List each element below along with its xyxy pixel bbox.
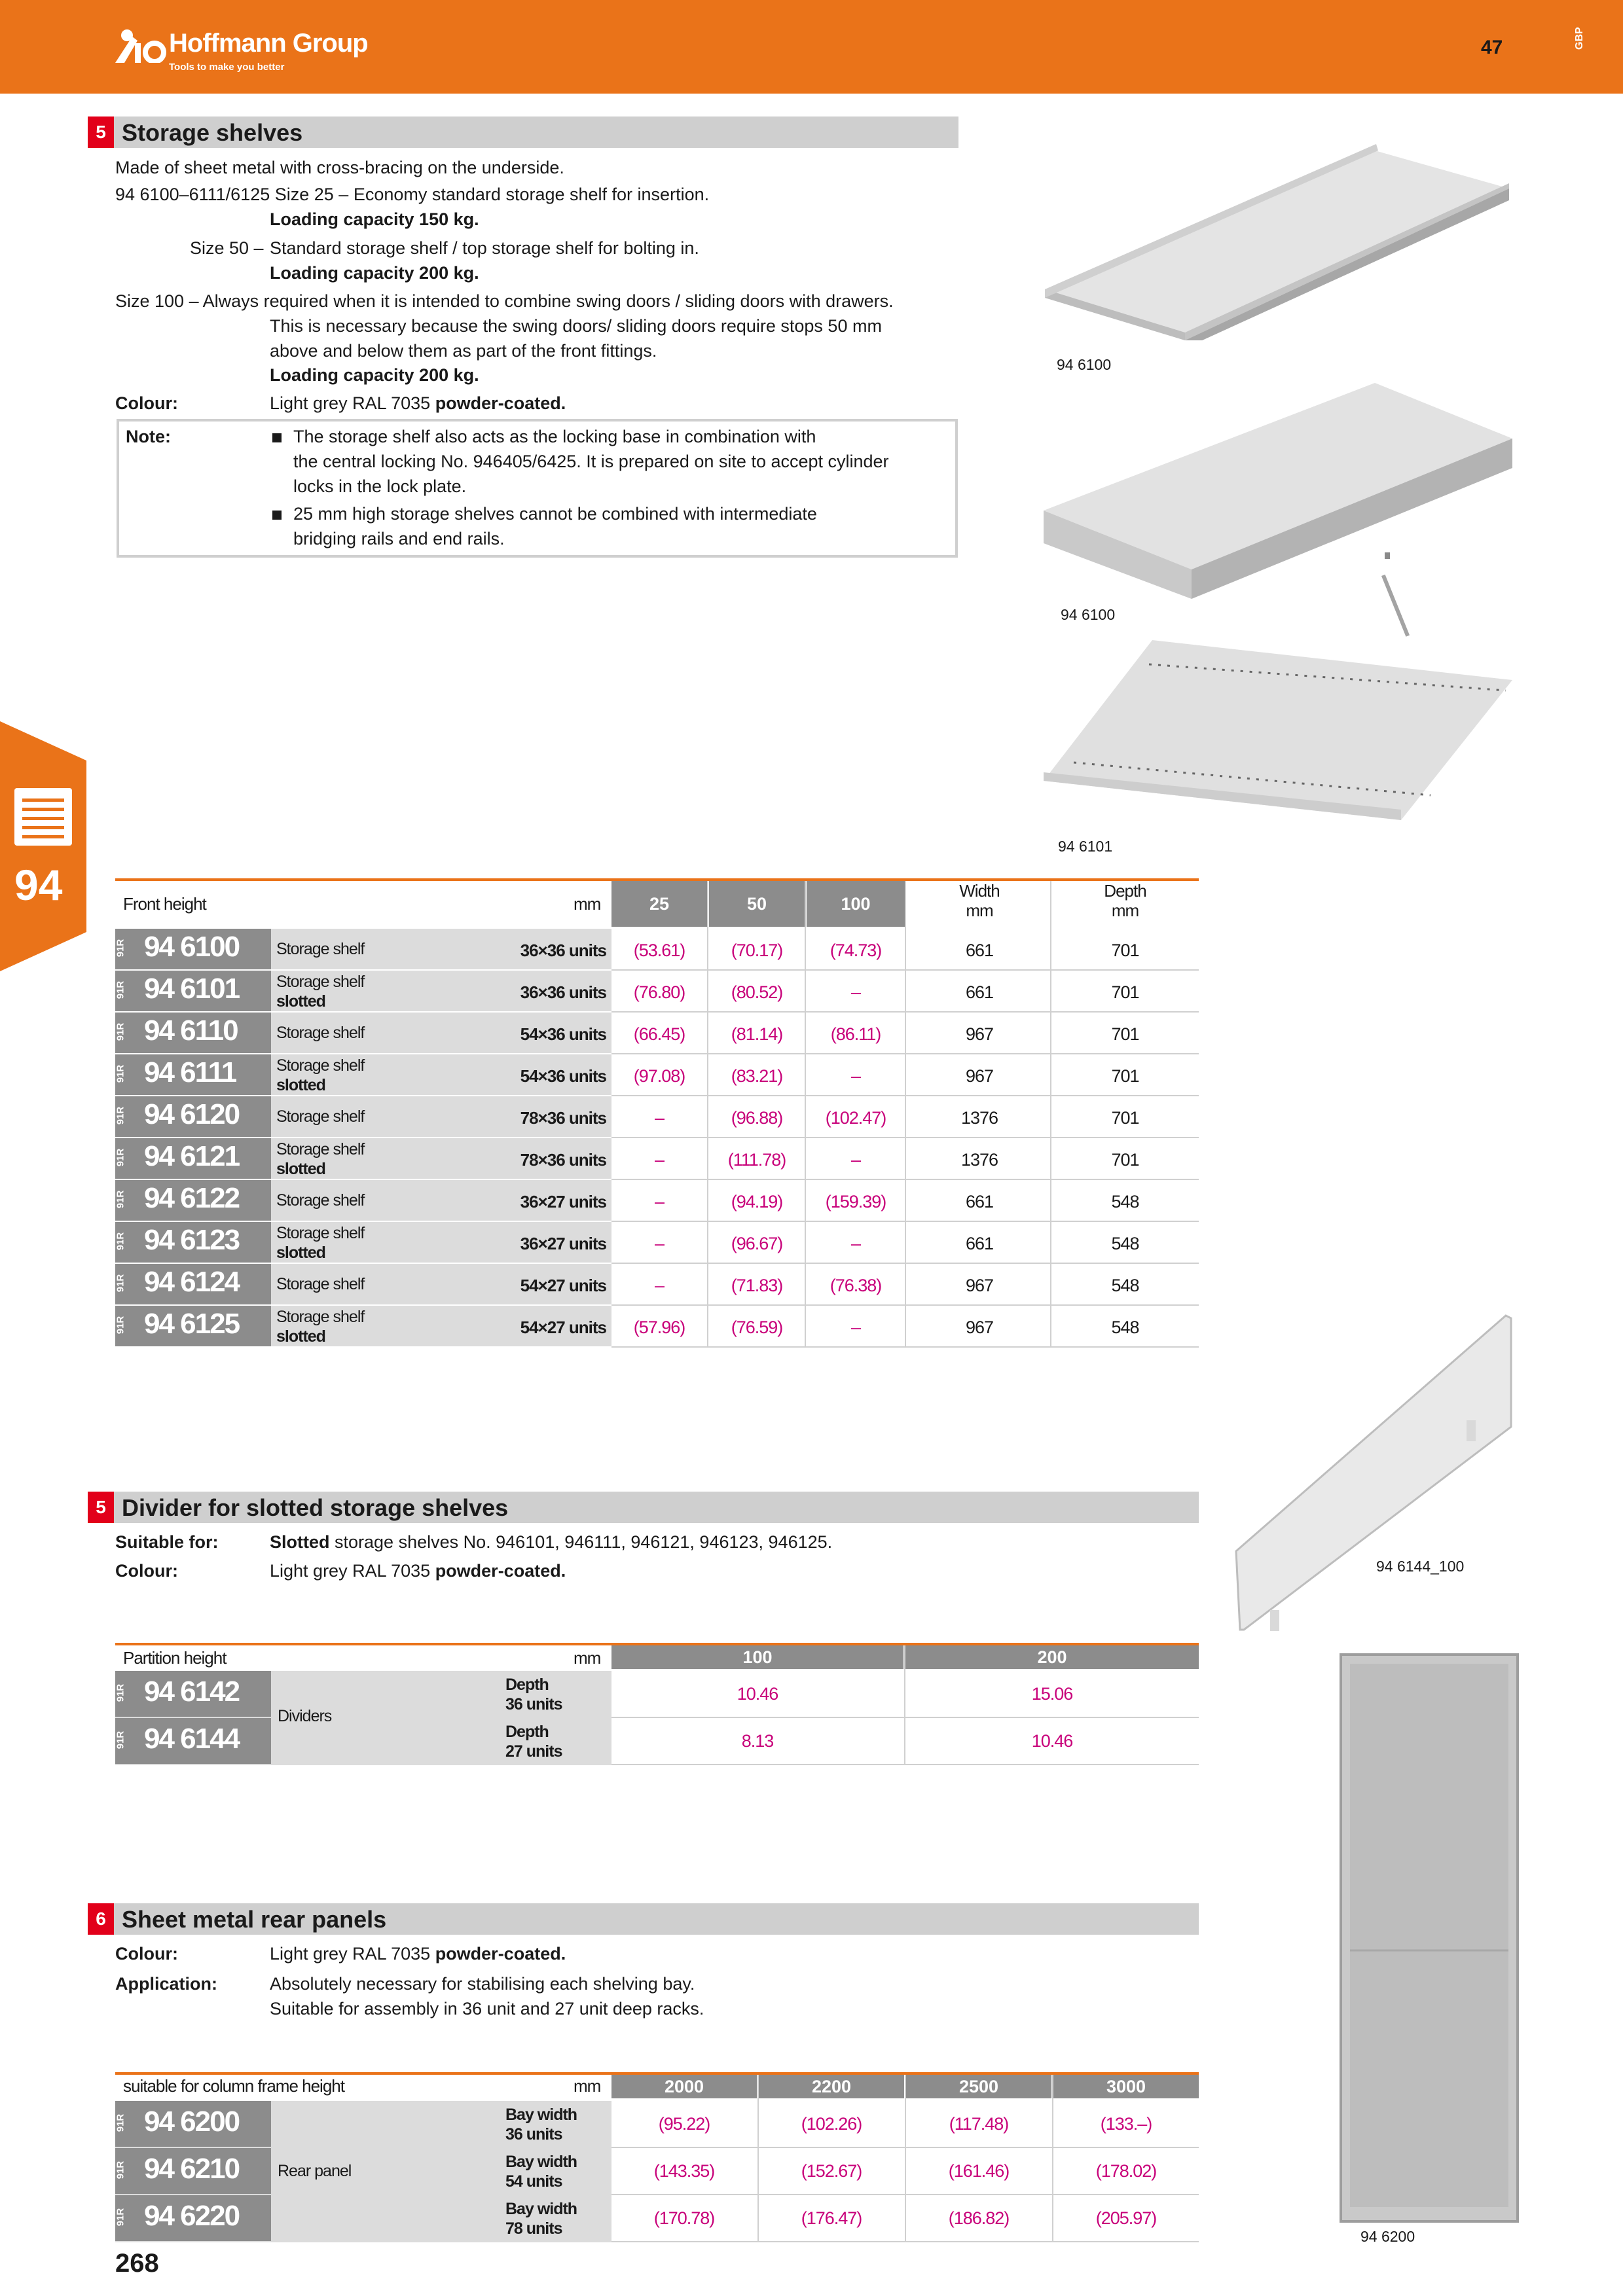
width-cell: 661: [965, 982, 994, 1002]
price-cell[interactable]: (76.59): [731, 1318, 783, 1337]
article-number: 94 6125: [144, 1308, 240, 1340]
size25-text: 94 6100–6111/6125 Size 25 – Economy standard storage shelf for insertion.: [115, 185, 710, 204]
row-dimensions: 54×36 units: [520, 1024, 606, 1044]
column-divider: [1050, 881, 1051, 1348]
section-header-dividers: [88, 1492, 1199, 1523]
shelf-caption-2: 94 6100: [1061, 606, 1116, 623]
column-divider: [905, 881, 906, 1348]
article-number: 94 6111: [144, 1056, 236, 1088]
shelf-caption-3: 94 6101: [1058, 838, 1113, 855]
article-prefix: 91R: [115, 1731, 126, 1749]
height-header-2000: 2000: [611, 2075, 757, 2098]
height-header-2200: 2200: [759, 2075, 904, 2098]
article-prefix: 91R: [115, 980, 126, 999]
article-number: 94 6121: [144, 1140, 240, 1172]
column-divider: [805, 881, 806, 1348]
row-dimensions: 36×27 units: [520, 1234, 606, 1253]
shelf-caption-1: 94 6100: [1057, 356, 1112, 373]
rear-panel-caption: 94 6200: [1360, 2228, 1415, 2245]
description-line1: Storage shelf: [276, 1140, 365, 1158]
front-height-label: Front height: [123, 894, 206, 914]
article-prefix: 91R: [115, 1316, 126, 1335]
depth-cell: 701: [1111, 1108, 1139, 1128]
price-cell[interactable]: (86.11): [830, 1024, 881, 1044]
note2-line1: 25 mm high storage shelves cannot be combined with intermediate: [293, 504, 817, 524]
width-cell: 967: [965, 1066, 994, 1086]
price-cell[interactable]: (76.80): [633, 982, 685, 1002]
section-title: Divider for slotted storage shelves: [122, 1494, 509, 1521]
price-cell[interactable]: (96.67): [731, 1234, 783, 1253]
article-prefix: 91R: [115, 1106, 126, 1125]
depth-label: Depth: [505, 1723, 549, 1741]
divider-caption: 94 6144_100: [1376, 1558, 1465, 1575]
suitable-label: Suitable for:: [115, 1532, 219, 1552]
depth-cell: 701: [1111, 982, 1139, 1002]
article-prefix: 91R: [115, 1148, 126, 1167]
price-cell[interactable]: –: [850, 1066, 861, 1086]
colour-value: Light grey RAL 7035 powder-coated.: [270, 393, 566, 413]
bullet-icon: [272, 511, 282, 520]
size50-load: Loading capacity 200 kg.: [270, 263, 479, 283]
rear-panel-image: [1336, 1649, 1525, 2225]
unit-label: mm: [574, 2076, 601, 2096]
column-divider: [757, 2075, 759, 2242]
article-prefix: 91R: [115, 2161, 126, 2179]
section-header-storage-shelves: [88, 117, 958, 148]
bay-width-label: Bay width: [505, 2200, 577, 2218]
shelf-image-2: [1034, 380, 1519, 641]
intro-text: Made of sheet metal with cross-bracing on the underside.: [115, 158, 564, 177]
description-line1: Storage shelf: [276, 1056, 365, 1075]
bay-width-units: 36 units: [505, 2125, 562, 2144]
section-title: Sheet metal rear panels: [122, 1906, 387, 1933]
row-dimensions: 78×36 units: [520, 1150, 606, 1170]
colour-label: Colour:: [115, 393, 178, 413]
article-number-box[interactable]: [115, 1222, 271, 1263]
description-line2: slotted: [276, 1244, 325, 1262]
unit-label: mm: [574, 1648, 601, 1668]
column-divider: [707, 881, 708, 1348]
height-header-100: 100: [807, 881, 905, 927]
row-dimensions: 36×36 units: [520, 982, 606, 1002]
article-prefix: 91R: [115, 939, 126, 958]
depth-cell: 701: [1111, 1150, 1139, 1170]
width-header: Width mm: [959, 881, 1000, 920]
description-line1: Storage shelf: [276, 1224, 365, 1242]
article-number-box[interactable]: [115, 1718, 271, 1764]
row-dimensions: 36×36 units: [520, 941, 606, 960]
depth-cell: 701: [1111, 1066, 1139, 1086]
brand-name: Hoffmann Group: [169, 29, 368, 58]
application-label: Application:: [115, 1974, 217, 1994]
article-number-box[interactable]: [115, 2148, 271, 2194]
article-number: 94 6142: [144, 1676, 240, 1708]
row-description: [276, 1023, 407, 1043]
article-number-box[interactable]: [115, 1306, 271, 1346]
width-cell: 661: [965, 1234, 994, 1253]
description-line2: slotted: [276, 1160, 325, 1178]
bay-width-units: 78 units: [505, 2219, 562, 2238]
description-line1: Storage shelf: [276, 1107, 365, 1126]
price-cell[interactable]: (178.02): [1095, 2161, 1157, 2181]
height-header-2500: 2500: [906, 2075, 1051, 2098]
section-number: 6: [88, 1903, 114, 1935]
size100-line3: above and below them as part of the front fittings.: [270, 341, 657, 361]
row-description: [276, 1191, 407, 1210]
height-header-50: 50: [709, 881, 805, 927]
article-prefix: 91R: [115, 1190, 126, 1209]
width-cell: 1376: [960, 1150, 998, 1170]
price-cell[interactable]: (80.52): [731, 982, 783, 1002]
size100-load: Loading capacity 200 kg.: [270, 365, 479, 385]
article-number: 94 6124: [144, 1266, 240, 1298]
article-prefix: 91R: [115, 1064, 126, 1083]
price-cell[interactable]: (71.83): [731, 1276, 783, 1295]
application-line2: Suitable for assembly in 36 unit and 27 unit deep racks.: [270, 1999, 704, 2018]
price-cell[interactable]: (76.38): [830, 1276, 882, 1295]
row-description: [276, 1139, 407, 1179]
price-cell[interactable]: (57.96): [633, 1318, 685, 1337]
row-dimensions: 54×36 units: [520, 1066, 606, 1086]
article-number: 94 6220: [144, 2200, 240, 2232]
article-number-box[interactable]: [115, 2195, 271, 2241]
column-divider: [1052, 2075, 1053, 2242]
colour-value: Light grey RAL 7035 powder-coated.: [270, 1561, 566, 1581]
article-prefix: 91R: [115, 1274, 126, 1293]
price-cell[interactable]: –: [654, 1276, 665, 1295]
depth-label: Depth: [505, 1676, 549, 1694]
price-cell[interactable]: (66.45): [633, 1024, 685, 1044]
price-cell[interactable]: (70.17): [731, 941, 783, 960]
price-cell[interactable]: (53.61): [633, 941, 685, 960]
article-prefix: 91R: [115, 1232, 126, 1251]
brand-mark-icon: [115, 26, 166, 63]
height-header-200: 200: [905, 1645, 1199, 1669]
height-header-3000: 3000: [1053, 2075, 1199, 2098]
row-dimensions: 54×27 units: [520, 1276, 606, 1295]
article-number: 94 6144: [144, 1723, 240, 1755]
article-number-box[interactable]: [115, 1138, 271, 1179]
price-cell[interactable]: (159.39): [825, 1192, 886, 1211]
partition-height-label: Partition height: [123, 1648, 227, 1668]
article-number: 94 6120: [144, 1098, 240, 1130]
row-dimensions: 36×27 units: [520, 1192, 606, 1211]
row-description: [276, 1056, 407, 1095]
price-cell[interactable]: 8.13: [741, 1731, 774, 1751]
divider-image: [1231, 1309, 1519, 1636]
brand-tagline: Tools to make you better: [169, 62, 285, 73]
description-line1: Storage shelf: [276, 1308, 365, 1326]
row-depth: [505, 1722, 610, 1761]
shelving-icon: [14, 788, 72, 846]
note-label: Note:: [126, 427, 171, 446]
price-cell[interactable]: –: [654, 1108, 665, 1128]
row-description: [276, 1274, 407, 1294]
depth-cell: 548: [1111, 1276, 1139, 1295]
column-divider: [904, 1645, 905, 1765]
price-cell[interactable]: (83.21): [731, 1066, 783, 1086]
column-height-label: suitable for column frame height: [123, 2076, 344, 2096]
row-description: [276, 1107, 407, 1126]
row-description: [276, 1307, 407, 1346]
description-line1: Storage shelf: [276, 1275, 365, 1293]
article-number-box[interactable]: [115, 971, 271, 1011]
description-line1: Storage shelf: [276, 1191, 365, 1210]
size100-line2: This is necessary because the swing doors/ sliding doors require stops 50 mm: [270, 316, 882, 336]
height-header-25: 25: [611, 881, 707, 927]
brand-logo[interactable]: [115, 21, 390, 80]
bay-width-units: 54 units: [505, 2172, 562, 2191]
article-number: 94 6100: [144, 931, 240, 963]
size50-label: Size 50 –: [190, 238, 264, 258]
width-cell: 967: [965, 1024, 994, 1044]
row-description: [276, 972, 407, 1011]
article-number: 94 6200: [144, 2106, 240, 2138]
article-number-box[interactable]: [115, 929, 271, 969]
page-number-top: 47: [1481, 37, 1503, 58]
region-code: GBP: [1574, 27, 1585, 50]
section-number: 5: [88, 117, 114, 148]
price-cell[interactable]: (81.14): [731, 1024, 783, 1044]
depth-cell: 701: [1111, 941, 1139, 960]
depth-cell: 548: [1111, 1192, 1139, 1211]
depth-header: Depth mm: [1104, 881, 1146, 920]
section-header-rear-panels: [88, 1903, 1199, 1935]
size50-text: Standard storage shelf / top storage shelf for bolting in.: [270, 238, 699, 258]
price-cell[interactable]: –: [654, 1234, 665, 1253]
description-line1: Storage shelf: [276, 940, 365, 958]
price-cell[interactable]: (176.47): [801, 2208, 862, 2228]
description-line2: slotted: [276, 992, 325, 1011]
price-cell[interactable]: (94.19): [731, 1192, 783, 1211]
depth-cell: 548: [1111, 1234, 1139, 1253]
price-cell[interactable]: 15.06: [1031, 1684, 1073, 1704]
row-dimensions: 78×36 units: [520, 1108, 606, 1128]
article-number-box[interactable]: [115, 1054, 271, 1095]
article-prefix: 91R: [115, 2208, 126, 2227]
row-bay-width: [505, 2199, 610, 2238]
article-number-box[interactable]: [115, 2101, 271, 2147]
shelf-image-1: [1034, 144, 1519, 340]
price-cell[interactable]: (97.08): [633, 1066, 685, 1086]
article-prefix: 91R: [115, 1022, 126, 1041]
price-cell[interactable]: (133.–): [1100, 2114, 1152, 2134]
article-number-box[interactable]: [115, 1013, 271, 1053]
row-bay-width: [505, 2105, 610, 2144]
shelf-image-3: [1034, 638, 1519, 821]
unit-label: mm: [574, 894, 601, 914]
size25-load: Loading capacity 150 kg.: [270, 209, 479, 229]
row-depth: [505, 1675, 610, 1714]
width-cell: 967: [965, 1318, 994, 1337]
row-description: [276, 1223, 407, 1263]
row-bay-width: [505, 2152, 610, 2191]
width-cell: 661: [965, 941, 994, 960]
price-cell[interactable]: –: [654, 1150, 665, 1170]
width-cell: 661: [965, 1192, 994, 1211]
price-cell[interactable]: (74.73): [830, 941, 882, 960]
width-cell: 1376: [960, 1108, 998, 1128]
description-line2: slotted: [276, 1076, 325, 1094]
article-number: 94 6122: [144, 1182, 240, 1214]
note1-line2: the central locking No. 946405/6425. It is prepared on site to accept cylinder: [293, 452, 889, 471]
suitable-value: Slotted storage shelves No. 946101, 946111, 946121, 946123, 946125.: [270, 1532, 833, 1552]
price-cell[interactable]: (102.47): [825, 1108, 886, 1128]
article-number-box[interactable]: [115, 1671, 271, 1717]
price-cell[interactable]: (96.88): [731, 1108, 783, 1128]
note1-line3: locks in the lock plate.: [293, 476, 467, 496]
price-cell[interactable]: –: [850, 1318, 861, 1337]
row-dimensions: 54×27 units: [520, 1318, 606, 1337]
article-number: 94 6210: [144, 2153, 240, 2185]
note1-line1: The storage shelf also acts as the locking base in combination with: [293, 427, 816, 446]
description-line1: Storage shelf: [276, 973, 365, 991]
bullet-icon: [272, 433, 282, 442]
price-cell[interactable]: 10.46: [737, 1684, 778, 1704]
depth-cell: 548: [1111, 1318, 1139, 1337]
row-description: Rear panel: [278, 2162, 352, 2180]
column-divider: [905, 2075, 906, 2242]
price-cell[interactable]: (117.48): [949, 2114, 1009, 2134]
depth-cell: 701: [1111, 1024, 1139, 1044]
price-cell[interactable]: (102.26): [801, 2114, 862, 2134]
note2-line2: bridging rails and end rails.: [293, 529, 505, 548]
price-cell[interactable]: (111.78): [727, 1150, 786, 1170]
article-prefix: 91R: [115, 1683, 126, 1702]
depth-units: 36 units: [505, 1695, 562, 1713]
chapter-tab[interactable]: [0, 721, 86, 971]
price-cell[interactable]: –: [850, 1150, 861, 1170]
price-cell[interactable]: (143.35): [653, 2161, 715, 2181]
article-number-box[interactable]: [115, 1264, 271, 1304]
width-cell: 967: [965, 1276, 994, 1295]
article-number: 94 6101: [144, 973, 240, 1005]
article-number: 94 6123: [144, 1224, 240, 1256]
price-cell[interactable]: (95.22): [658, 2114, 710, 2134]
article-number-box[interactable]: [115, 1096, 271, 1137]
price-cell[interactable]: (205.97): [1095, 2208, 1157, 2228]
article-number-box[interactable]: [115, 1180, 271, 1221]
bay-width-label: Bay width: [505, 2106, 577, 2124]
height-header-100: 100: [611, 1645, 903, 1669]
bay-width-label: Bay width: [505, 2153, 577, 2171]
description-line2: slotted: [276, 1327, 325, 1346]
application-line1: Absolutely necessary for stabilising each shelving bay.: [270, 1974, 695, 1994]
price-cell[interactable]: (170.78): [653, 2208, 715, 2228]
price-cell[interactable]: (161.46): [948, 2161, 1010, 2181]
chapter-number: 94: [14, 861, 63, 909]
price-cell[interactable]: –: [850, 1234, 861, 1253]
price-cell[interactable]: –: [654, 1192, 665, 1211]
depth-units: 27 units: [505, 1742, 562, 1761]
price-cell[interactable]: 10.46: [1031, 1731, 1073, 1751]
price-cell[interactable]: (186.82): [948, 2208, 1010, 2228]
colour-label: Colour:: [115, 1561, 178, 1581]
size100-text: Size 100 – Always required when it is intended to combine swing doors / sliding doors with drawers.: [115, 291, 894, 311]
row-description: Dividers: [278, 1707, 332, 1725]
price-cell[interactable]: –: [850, 982, 861, 1002]
article-number: 94 6110: [144, 1014, 238, 1047]
section-number: 5: [88, 1492, 114, 1523]
price-cell[interactable]: (152.67): [801, 2161, 862, 2181]
article-prefix: 91R: [115, 2113, 126, 2132]
colour-value: Light grey RAL 7035 powder-coated.: [270, 1944, 566, 1964]
page-number-bottom: 268: [115, 2249, 159, 2278]
row-description: [276, 939, 407, 959]
description-line1: Storage shelf: [276, 1024, 365, 1042]
colour-label: Colour:: [115, 1944, 178, 1964]
section-title: Storage shelves: [122, 119, 303, 146]
